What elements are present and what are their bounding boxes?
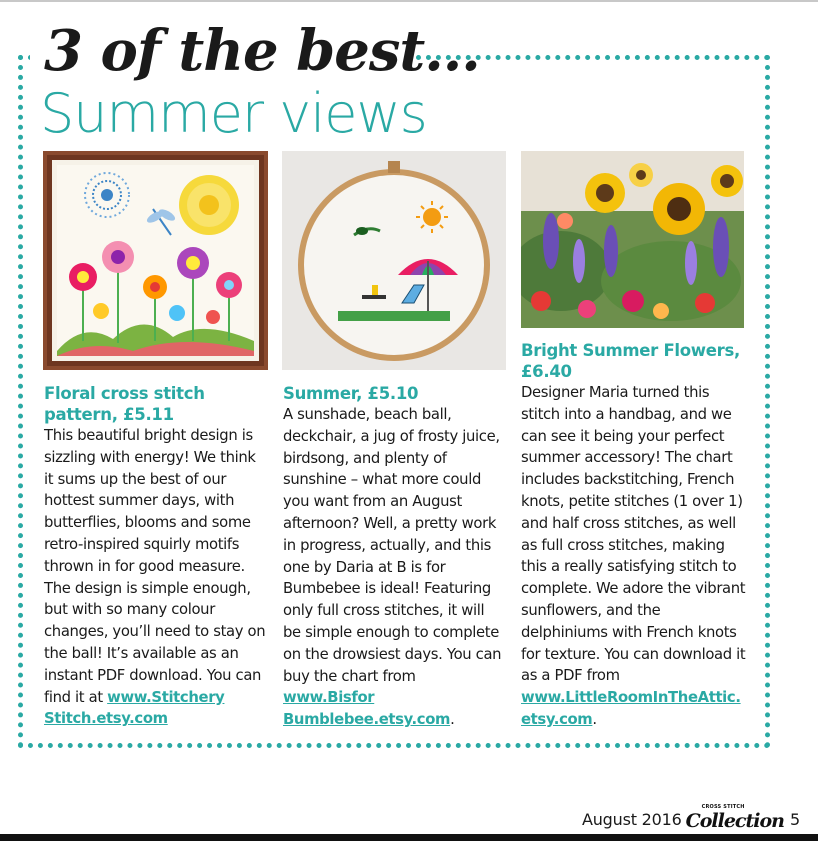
item-body: [283, 404, 505, 731]
item-title: Floral cross stitch pattern, £5.11: [44, 384, 205, 424]
item-text: A sunshade, beach ball, deckchair, a jug of frosty juice, birdsong, and plenty of sunshine – what more could you want from an August afternoon? Well, a pretty work in progress, actually, and this one by Daria at B is for Bumbebee is ideal! Featuring only full cross stitches, it will be simple enough to complete on the drowsiest days. You can buy the chart from: [283, 406, 502, 685]
shop-link[interactable]: www.Bisfor Bumblebee.etsy.com: [283, 689, 451, 729]
bottom-rule: [0, 834, 818, 841]
page-subtitle: Summer views: [40, 82, 427, 145]
item-body: [521, 382, 747, 731]
floral-cross-stitch-image: [43, 151, 268, 370]
item-floral: [44, 383, 266, 730]
item-sunflowers: [521, 340, 747, 731]
item-body: [44, 425, 266, 730]
page-headline: 3 of the best...: [44, 18, 480, 84]
sunflowers-image: [521, 151, 744, 328]
item-summer: [283, 383, 505, 731]
item-text: This beautiful bright design is sizzling with energy! We think it sums up the best of our hottest summer days, with butterflies, blooms and some retro-inspired squirly motifs thrown in for good measure. The design is simple enough, but with so many colour changes, you’ll need to stay on the ball! It’s available as an instant PDF download. You can find it at: [44, 427, 266, 706]
item-text: Designer Maria turned this stitch into a handbag, and we can see it being your perfect summer accessory! The chart includes backstitching, French knots, petite stitches (1 over 1) and half cross stitches, as well as full cross stitches, making this a really satisfying stitch to complete. We adore the vibrant sunflowers, and the delphiniums with French knots for texture. You can download it as a PDF from: [521, 384, 746, 685]
issue-date: August 2016: [582, 809, 682, 829]
item-text-end: .: [450, 711, 455, 729]
item-title: Summer, £5.10: [283, 384, 419, 403]
logo-kicker: CROSS STITCH: [701, 804, 745, 810]
shop-link[interactable]: www.Stitchery Stitch.etsy.com: [44, 688, 225, 728]
summer-hoop-image: [282, 151, 506, 370]
logo-wordmark: Collection: [685, 810, 784, 832]
item-text-end: .: [592, 710, 597, 728]
item-title: Bright Summer Flowers, £6.40: [521, 341, 740, 381]
top-rule: [0, 0, 818, 2]
magazine-logo: [686, 806, 784, 832]
page-footer: [582, 806, 800, 832]
page-number: 5: [789, 809, 800, 829]
shop-link[interactable]: www.LittleRoomInTheAttic. etsy.com: [521, 689, 741, 728]
